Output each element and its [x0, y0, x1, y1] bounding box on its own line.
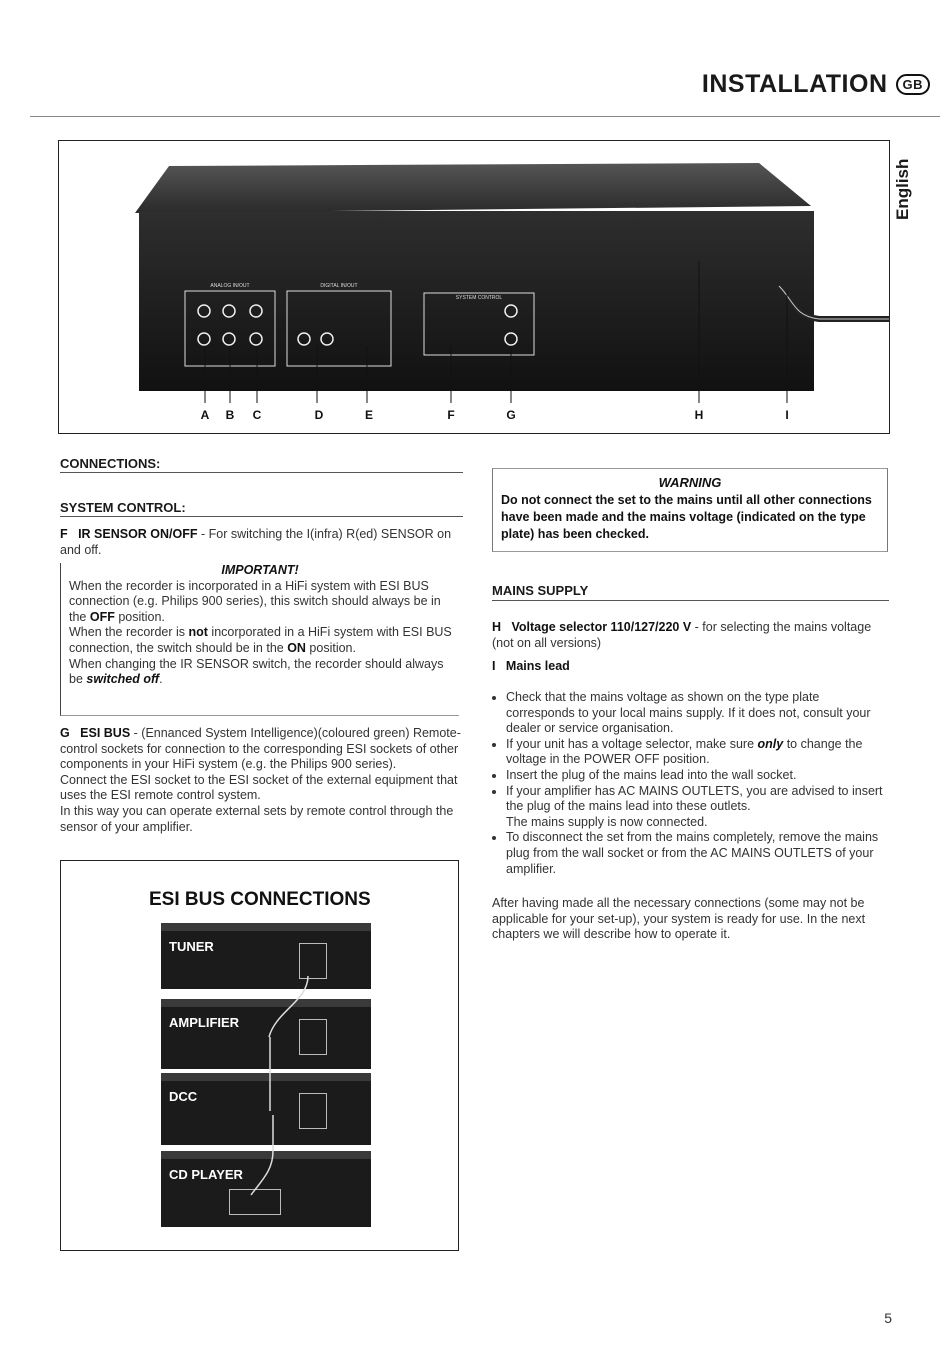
side-tab-label: English: [893, 158, 912, 220]
title-text: INSTALLATION: [701, 70, 888, 98]
callout-h: H: [694, 408, 704, 422]
esi-cables: [61, 861, 458, 1250]
warning-title: WARNING: [658, 475, 722, 490]
callout-i: I: [785, 408, 789, 422]
language-badge: GB: [896, 74, 931, 95]
mains-supply-rule: [492, 600, 889, 601]
callout-e: E: [364, 408, 374, 422]
item-h-text: - for selecting the mains voltage (not on all versions): [492, 620, 872, 650]
bullet-1: • Check that the mains voltage as shown on the type plate corresponds to your local mains supply. If it does not, consult your dealer or service organisation.: [506, 690, 889, 737]
item-g-text: - (Ennanced System Intelligence)(coloured green) Remote-control sockets for connection to the corresponding ESI sockets of other components in your HiFi system (e.g. the Philips 900 series).: [60, 726, 461, 772]
important-title: IMPORTANT!: [221, 563, 299, 577]
bullet-3: • Insert the plug of the mains lead into the wall socket.: [506, 768, 889, 784]
item-i-title: Mains lead: [505, 659, 570, 673]
device-top: [135, 163, 811, 213]
unit-tuner-label: TUNER: [169, 939, 214, 954]
item-f-title: IR SENSOR ON/OFF: [78, 527, 198, 541]
callout-c: C: [252, 408, 262, 422]
analog-label: ANALOG IN/OUT: [210, 283, 250, 289]
page-title: [702, 70, 930, 99]
esi-figure-title: ESI BUS CONNECTIONS: [149, 889, 371, 910]
device-rear: [139, 211, 814, 391]
mains-bullets: [492, 690, 889, 877]
rear-panel-figure: [58, 140, 890, 434]
system-control-heading: SYSTEM CONTROL:: [60, 500, 186, 515]
important-para-1: When the recorder is incorporated in a HiFi system with ESI BUS connection (e.g. Philips 900 series), this switch should always be in the OFF position.: [69, 578, 441, 624]
important-box: [60, 563, 459, 716]
item-g-text-2: Connect the ESI socket to the ESI socket of the external equipment that uses the ESI remote control system.: [60, 772, 458, 803]
system-control-rule: [60, 516, 463, 517]
callout-a: A: [200, 408, 210, 422]
connections-heading: CONNECTIONS:: [60, 456, 161, 471]
esi-bus-item: [60, 726, 462, 835]
unit-amplifier-label: AMPLIFIER: [169, 1015, 240, 1030]
item-g-letter: G: [60, 726, 70, 740]
callout-f: F: [447, 408, 455, 422]
item-f-text: - For switching the I(infra) R(ed) SENSOR on and off.: [60, 527, 452, 557]
item-h-title: Voltage selector 110/127/220 V: [511, 620, 692, 634]
callout-g: G: [506, 408, 516, 422]
header-rule: [30, 116, 940, 117]
item-g-title: ESI BUS: [80, 726, 131, 740]
important-para-2: When the recorder is not incorporated in a HiFi system with ESI BUS connection, the switch should be in the ON position.: [69, 625, 452, 655]
item-h-letter: H: [492, 620, 502, 634]
unit-cd-player-label: CD PLAYER: [169, 1167, 243, 1182]
item-f-letter: F: [60, 527, 68, 541]
ir-sensor-item: [60, 527, 460, 558]
esi-bus-figure: [60, 860, 459, 1251]
mains-supply-heading: MAINS SUPPLY: [492, 583, 589, 598]
language-side-tab: [893, 150, 933, 240]
important-para-3: When changing the IR SENSOR switch, the recorder should always be switched off.: [69, 656, 444, 687]
warning-box: [492, 468, 888, 552]
callout-b: B: [225, 408, 235, 422]
bullet-2: • If your unit has a voltage selector, make sure only to change the voltage in the POWER OFF position.: [506, 737, 889, 768]
bullet-5: • To disconnect the set from the mains completely, remove the mains plug from the wall socket or from the AC MAINS OUTLETS of your amplifier.: [506, 830, 889, 877]
system-label: SYSTEM CONTROL: [455, 295, 503, 301]
connections-rule: [60, 472, 463, 473]
digital-label: DIGITAL IN/OUT: [320, 283, 358, 289]
rear-panel-illustration: [59, 141, 889, 433]
callout-d: D: [314, 408, 324, 422]
bullet-4: • If your amplifier has AC MAINS OUTLETS, you are advised to insert the plug of the mains lead into these outlets. The mains supply is now connected.: [506, 784, 889, 831]
voltage-selector-item: [492, 620, 889, 651]
item-i-letter: I: [492, 659, 496, 673]
warning-text: Do not connect the set to the mains until all other connections have been made and the mains voltage (indicated on the type plate) has been checked.: [501, 493, 872, 541]
unit-dcc-label: DCC: [169, 1089, 198, 1104]
mains-lead-item: [492, 659, 889, 675]
page-number: 5: [884, 1310, 892, 1326]
closing-paragraph: After having made all the necessary connections (some may not be applicable for your set-up), your system is ready for use. In the next chapters we will describe how to operate it.: [492, 896, 866, 942]
item-g-text-3: In this way you can operate external sets by remote control through the sensor of your amplifier.: [60, 803, 454, 834]
